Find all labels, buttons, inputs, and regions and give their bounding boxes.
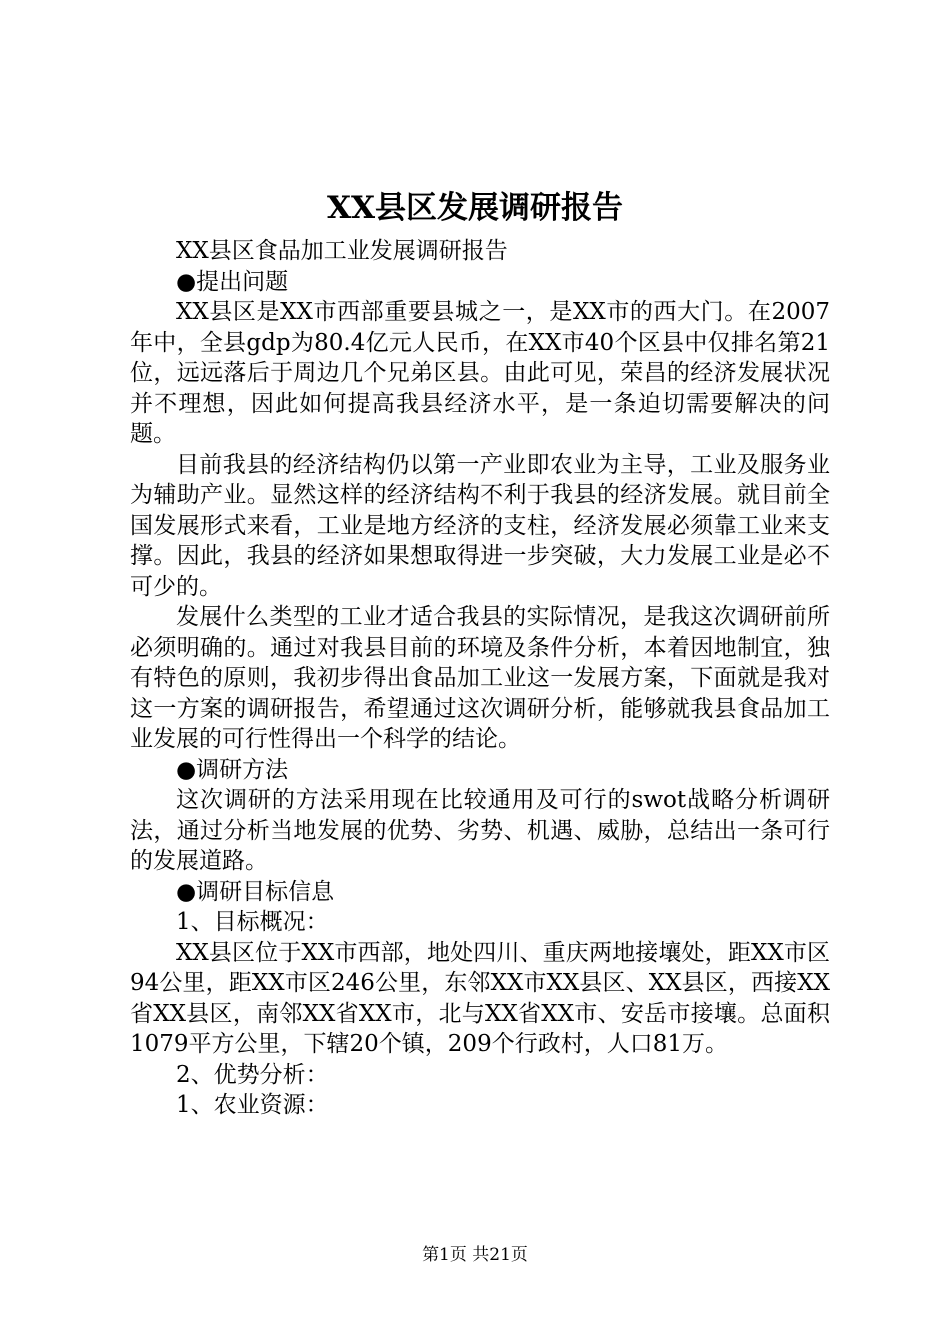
- document-body: [130, 236, 830, 1121]
- body-paragraph: 目前我县的经济结构仍以第一产业即农业为主导，工业及服务业为辅助产业。显然这样的经济结构不利于我县的经济发展。就目前全国发展形式来看，工业是地方经济的支柱，经济发展必须靠工业来支撑。因此，我县的经济如果想取得进一步突破，大力发展工业是必不可少的。: [130, 451, 830, 600]
- section-heading-target-info: ●调研目标信息: [176, 878, 335, 905]
- body-paragraph: XX县区是XX市西部重要县城之一，是XX市的西大门。在2007年中，全县gdp为80.4亿元人民币，在XX市40个区县中仅排名第21位，远远落后于周边几个兄弟区县。由此可见，荣昌的经济发展状况并不理想，因此如何提高我县经济水平，是一条迫切需要解决的问题。: [130, 299, 830, 447]
- list-heading: 2、优势分析：: [176, 1061, 329, 1088]
- section-heading-problem: ●提出问题: [176, 268, 289, 295]
- section-heading-method: ●调研方法: [176, 756, 289, 783]
- body-paragraph: 这次调研的方法采用现在比较通用及可行的swot战略分析调研法，通过分析当地发展的优势、劣势、机遇、威胁，总结出一条可行的发展道路。: [130, 787, 830, 874]
- document-title: XX县区发展调研报告: [326, 190, 624, 226]
- body-paragraph: XX县区位于XX市西部，地处四川、重庆两地接壤处，距XX市区94公里，距XX市区246公里，东邻XX市XX县区、XX县区，西接XX省XX县区，南邻XX省XX市，北与XX省XX市、安岳市接壤。总面积1079平方公里，下辖20个镇，209个行政村，人口81万。: [130, 939, 830, 1057]
- list-heading: 1、目标概况：: [176, 909, 329, 935]
- body-paragraph: 发展什么类型的工业才适合我县的实际情况，是我这次调研前所必须明确的。通过对我县目前的环境及条件分析，本着因地制宜，独有特色的原则，我初步得出食品加工业这一发展方案，下面就是我对这一方案的调研报告，希望通过这次调研分析，能够就我县食品加工业发展的可行性得出一个科学的结论。: [130, 604, 830, 752]
- subtitle-paragraph: XX县区食品加工业发展调研报告: [176, 238, 508, 264]
- page-footer: 第1页 共21页: [422, 1245, 528, 1265]
- list-heading: 1、农业资源：: [176, 1092, 329, 1118]
